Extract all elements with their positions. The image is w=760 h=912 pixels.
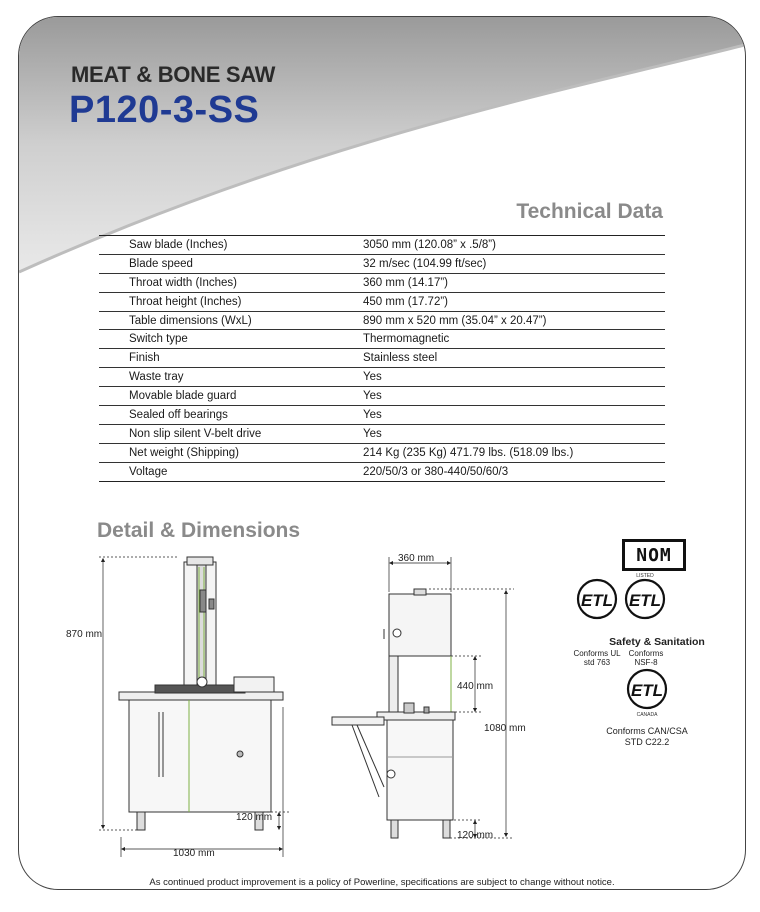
svg-text:LISTED: LISTED (636, 573, 654, 579)
side-throat-label: 440 mm (457, 681, 494, 692)
side-height-label: 1080 mm (484, 723, 526, 734)
spec-sheet-card (18, 16, 746, 890)
front-height-label: 870 mm (66, 629, 103, 640)
product-type-heading: MEAT & BONE SAW (71, 62, 276, 87)
svg-text:ETL: ETL (580, 591, 614, 610)
spec-label: Non slip silent V-belt drive (99, 424, 363, 443)
safety-sanitation-caption: Safety & Sanitation (609, 636, 705, 648)
etl-canada-mark (628, 670, 666, 718)
spec-label: Sealed off bearings (99, 406, 363, 425)
side-leg-label: 120 mm (457, 830, 494, 841)
etl-sanitation-mark (578, 580, 616, 618)
spec-value: 890 mm x 520 mm (35.04” x 20.47”) (363, 311, 665, 330)
dimension-drawings (19, 17, 745, 889)
technical-data-title: Technical Data (516, 200, 663, 223)
spec-label: Throat width (Inches) (99, 273, 363, 292)
spec-value: Yes (363, 387, 665, 406)
svg-text:ETL: ETL (630, 681, 664, 700)
nsf-conformance-text: Conforms NSF-8 (628, 649, 664, 667)
svg-text:CANADA: CANADA (636, 712, 658, 718)
spec-value: Stainless steel (363, 349, 665, 368)
spec-value: 32 m/sec (104.99 ft/sec) (363, 254, 665, 273)
spec-label: Table dimensions (WxL) (99, 311, 363, 330)
spec-label: Switch type (99, 330, 363, 349)
spec-label: Voltage (129, 465, 168, 478)
ul-conformance-text: Conforms UL std 763 (573, 649, 621, 667)
spec-label: Net weight (Shipping) (99, 443, 363, 462)
spec-value: 3050 mm (120.08” x .5/8”) (363, 236, 665, 255)
side-view-drawing (332, 589, 455, 838)
spec-label: Blade speed (99, 254, 363, 273)
side-width-label: 360 mm (398, 553, 435, 564)
spec-label: Finish (99, 349, 363, 368)
front-leg-label: 120 mm (236, 812, 273, 823)
spec-value: 360 mm (14.17”) (363, 273, 665, 292)
spec-label: Throat height (Inches) (99, 292, 363, 311)
front-view-drawing (119, 557, 283, 830)
spec-value: 220/50/3 or 380-440/50/60/3 (363, 465, 509, 478)
spec-label: Saw blade (Inches) (99, 236, 363, 255)
etl-listed-mark (626, 573, 664, 618)
svg-text:ETL: ETL (628, 591, 662, 610)
spec-label: Waste tray (99, 368, 363, 387)
spec-value: 214 Kg (235 Kg) 471.79 lbs. (518.09 lbs.) (363, 443, 665, 462)
spec-value: Yes (363, 424, 665, 443)
detail-dimensions-title: Detail & Dimensions (97, 519, 301, 542)
spec-value: 450 mm (17.72”) (363, 292, 665, 311)
spec-value: Yes (363, 368, 665, 387)
spec-value: Thermomagnetic (363, 330, 665, 349)
model-number-heading: P120-3-SS (69, 89, 260, 131)
front-width-label: 1030 mm (173, 848, 215, 859)
nom-certification-mark: NOM (622, 539, 686, 571)
spec-value: Yes (363, 406, 665, 425)
footer-disclaimer: As continued product improvement is a policy of Powerline, specifications are subject to change without notice. (149, 877, 615, 888)
canada-conformance-text: Conforms CAN/CSA STD C22.2 (606, 726, 688, 747)
spec-label: Movable blade guard (99, 387, 363, 406)
